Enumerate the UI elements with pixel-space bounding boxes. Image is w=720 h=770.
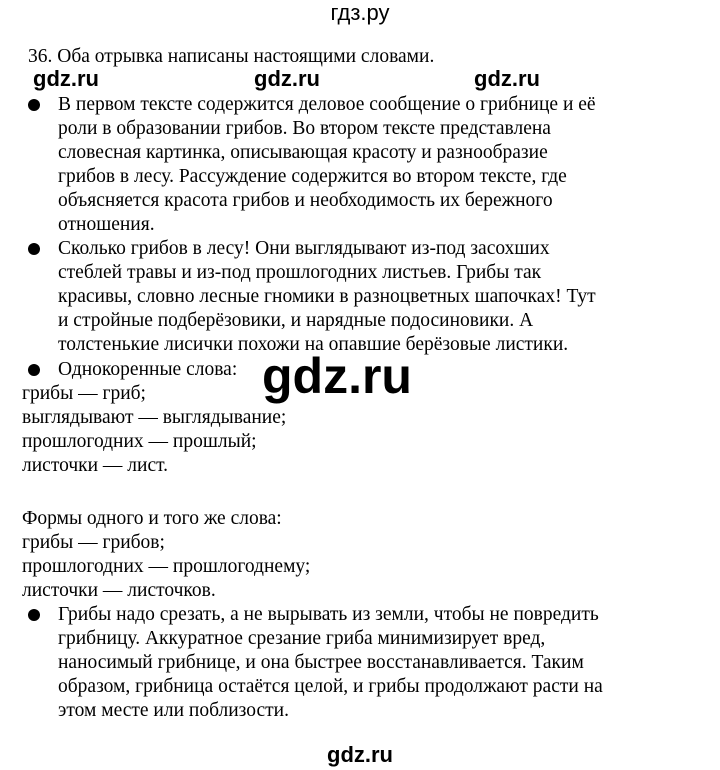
bullet1-line-6: отношения. — [58, 214, 155, 235]
form-pair-3: листочки — листочков. — [22, 580, 216, 601]
bullet4-line-5: этом месте или поблизости. — [58, 700, 289, 721]
watermark-1: gdz.ru — [33, 66, 99, 91]
bullet1-line-4: грибов в лесу. Рассуждение содержится во втором тексте, где — [58, 166, 567, 187]
form-pair-1: грибы — грибов; — [22, 532, 165, 553]
bullet1-line-1: В первом тексте содержится деловое сообщение о грибнице и её — [58, 94, 596, 115]
bullet-marker — [28, 609, 40, 621]
footer-watermark: gdz.ru — [327, 742, 393, 767]
bullet2-line-2: стеблей травы и из-под прошлогодних листьев. Грибы так — [58, 262, 542, 283]
forms-title: Формы одного и того же слова: — [22, 508, 282, 529]
bullet1-line-5: объясняется красота грибов и необходимость их бережного — [58, 190, 553, 211]
watermark-3: gdz.ru — [474, 66, 540, 91]
bullet-marker — [28, 364, 40, 376]
bullet2-line-5: толстенькие лисички похожи на опавшие берёзовые листики. — [58, 334, 569, 355]
watermark-2: gdz.ru — [254, 66, 320, 91]
cognate-pair-2: выглядывают — выглядывание; — [22, 407, 287, 428]
watermark-big: gdz.ru — [262, 348, 412, 404]
bullet4-line-4: образом, грибница остаётся целой, и грибы продолжают расти на — [58, 676, 603, 697]
bullet1-line-3: словесная картинка, описывающая красоту и разнообразие — [58, 142, 548, 163]
bullet2-line-1: Сколько грибов в лесу! Они выглядывают из-под засохших — [58, 238, 550, 259]
bullet4-line-3: наносимый грибнице, и она быстрее восстанавливается. Таким — [58, 652, 584, 673]
cognate-pair-4: листочки — лист. — [22, 455, 169, 476]
bullet4-line-2: грибницу. Аккуратное срезание гриба минимизирует вред, — [58, 628, 546, 649]
task-intro: 36. Оба отрывка написаны настоящими словами. — [28, 46, 435, 67]
bullet4-line-1: Грибы надо срезать, а не вырывать из земли, чтобы не повредить — [58, 604, 599, 625]
bullet1-line-2: роли в образовании грибов. Во втором тексте представлена — [58, 118, 551, 139]
bullet2-line-4: и стройные подберёзовики, и нарядные подосиновики. А — [58, 310, 534, 331]
cognates-title: Однокоренные слова: — [58, 359, 238, 380]
form-pair-2: прошлогодних — прошлогоднему; — [22, 556, 311, 577]
bullet2-line-3: красивы, словно лесные гномики в разноцветных шапочках! Тут — [58, 286, 596, 307]
cognate-pair-1: грибы — гриб; — [22, 383, 146, 404]
bullet-marker — [28, 243, 40, 255]
cognate-pair-3: прошлогодних — прошлый; — [22, 431, 257, 452]
bullet-marker — [28, 99, 40, 111]
site-header: гдз.ру — [330, 0, 390, 25]
